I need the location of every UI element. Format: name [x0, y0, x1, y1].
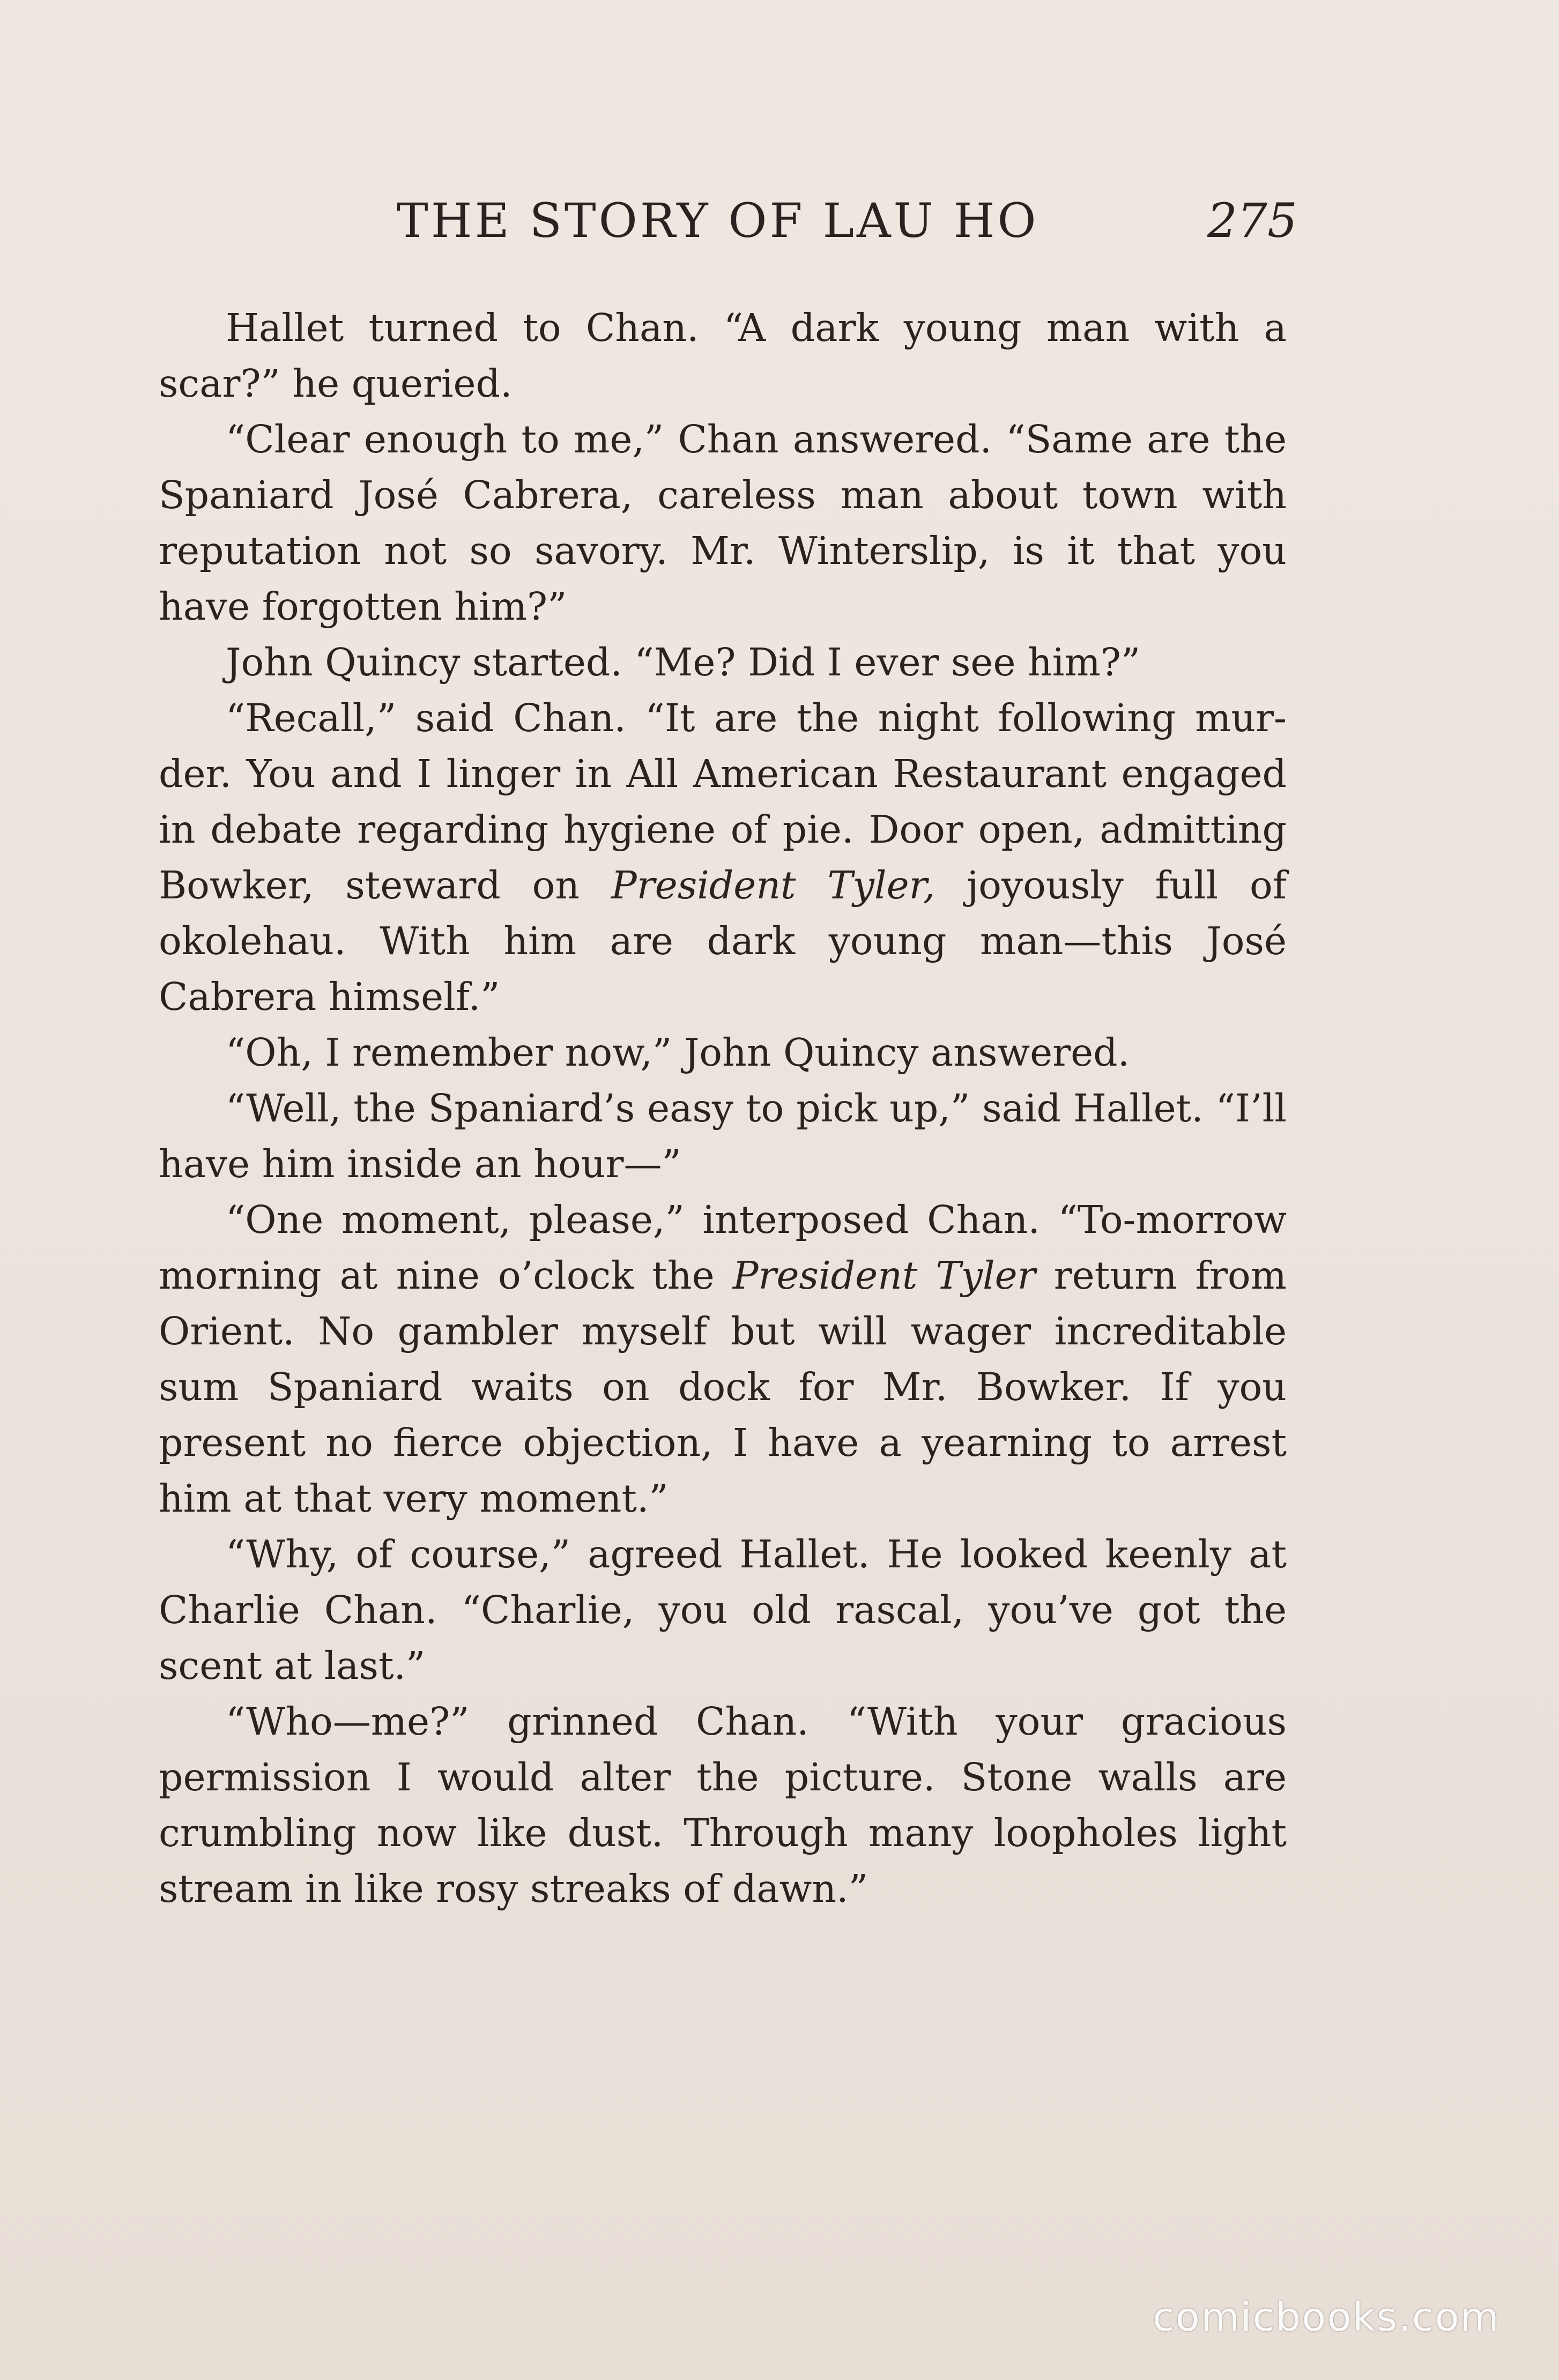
paragraph	[159, 635, 1287, 690]
paragraph-text: “Clear enough to me,” Chan answered. “Same are the Spaniard José Cabrera, careless man about town with reputation not so savory. Mr. Winterslip, is it that you have forgotten him?”	[159, 417, 1287, 629]
running-head: THE STORY OF LAU HO	[397, 193, 1039, 248]
paragraph	[159, 1527, 1287, 1694]
paragraph	[159, 1081, 1287, 1192]
paragraph-text: return from Orient. No gambler myself but will wager increditable sum Spaniard waits on dock for Mr. Bowker. If you present no fierce objection, I have a yearning to arrest him at that very moment.”	[159, 1253, 1287, 1521]
paragraph-text: Hallet turned to Chan. “A dark young man with a scar?” he queried.	[159, 306, 1287, 406]
page-number: 275	[1207, 193, 1297, 248]
paragraph-text: “Well, the Spaniard’s easy to pick up,” said Hallet. “I’ll have him inside an hour—”	[159, 1086, 1287, 1186]
paragraph-text: “Who—me?” grinned Chan. “With your gracious permission I would alter the picture. Stone walls are crumbling now like dust. Through many loopholes light stream in like rosy streaks of dawn.”	[159, 1699, 1287, 1911]
paragraph	[159, 300, 1287, 412]
paragraph-text: John Quincy started. “Me? Did I ever see him?”	[226, 640, 1141, 685]
paragraph-text: “Oh, I remember now,” John Quincy answered.	[226, 1030, 1130, 1075]
ship-name-italic: President Tyler,	[611, 863, 936, 908]
body-text	[159, 300, 1287, 1917]
paragraph	[159, 690, 1287, 1025]
paragraph	[159, 1694, 1287, 1917]
paragraph	[159, 1192, 1287, 1527]
paragraph	[159, 412, 1287, 635]
page-header	[397, 193, 1559, 252]
paragraph-text: “Recall,” said Chan. “It are the night following murder. You and I linger in All American Restaurant engaged in debate regarding hygiene of pie. Door open, admitting Bowker, steward on	[159, 696, 1287, 908]
ship-name-italic: President Tyler	[732, 1253, 1036, 1298]
paragraph-text: “Why, of course,” agreed Hallet. He looked keenly at Charlie Chan. “Charlie, you old rascal, you’ve got the scent at last.”	[159, 1532, 1287, 1688]
site-watermark: comicbooks.com	[1153, 2294, 1500, 2340]
paragraph-text: joyously full of okolehau. With him are dark young man—this José Cabrera himself.”	[159, 863, 1287, 1019]
paragraph	[159, 1025, 1287, 1081]
paragraph-text: “One moment, please,” interposed Chan. “To-morrow morning at nine o’clock the	[159, 1198, 1287, 1298]
